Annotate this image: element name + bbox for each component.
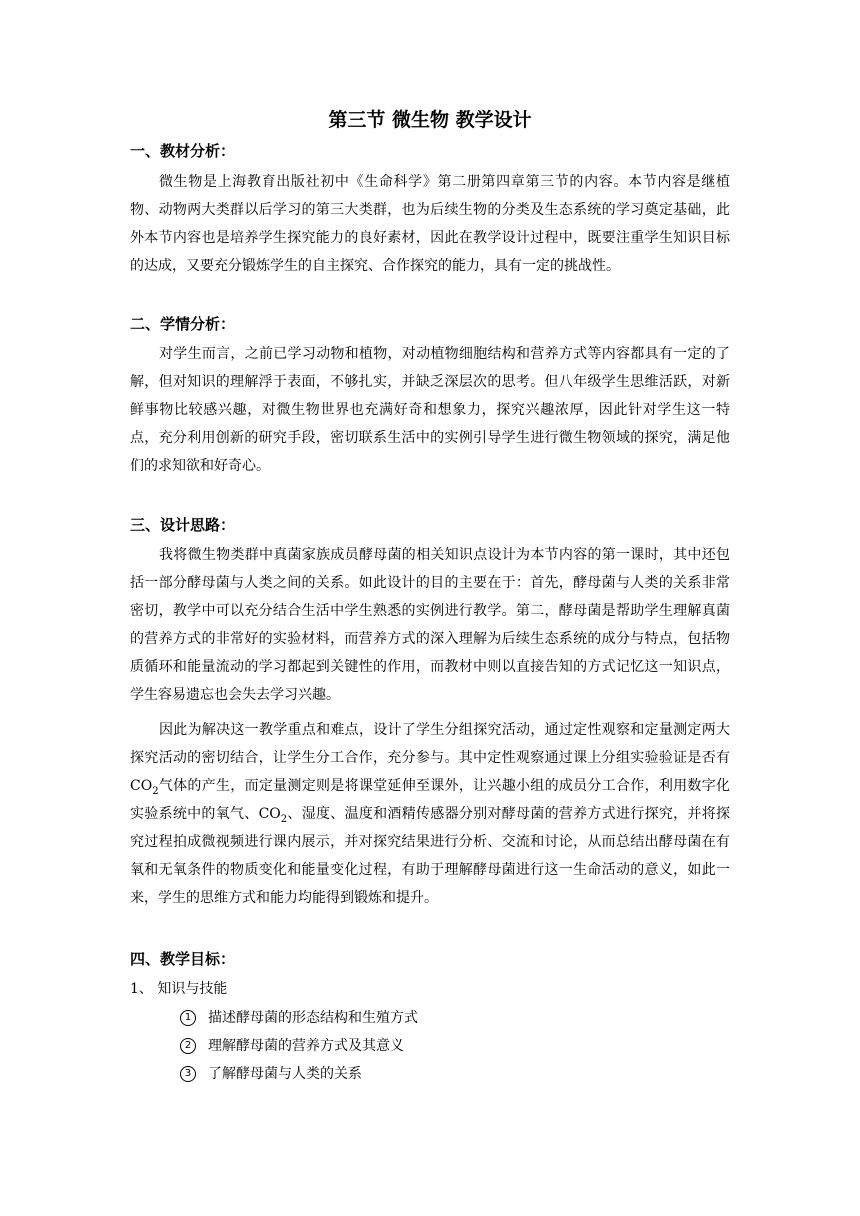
paragraph-design-approach-1: 我将微生物类群中真菌家族成员酵母菌的相关知识点设计为本节内容的第一课时，其中还包括一部分酵母菌与人类之间的关系。如此设计的目的主要在于：首先，酵母菌与人类的关系非常密切，教学中可以充分结合生活中学生熟悉的实例进行教学。第二，酵母菌是帮助学生理解真菌的营养方式的非常好的实验材料，而营养方式的深入理解为后续生态系统的成分与特点，包括物质循环和能量流动的学习都起到关键性的作用，而教材中则以直接告知的方式记忆这一知识点，学生容易遗忘也会失去学习兴趣。 (130, 547, 730, 703)
list-item (180, 1005, 418, 1031)
paragraph-part-a: 因此为解决这一教学重点和难点，设计了学生分组探究活动，通过定性观察和定量测定两大探究活动的密切结合，让学生分工合作，充分参与。其中定性观察通过课上分组实验验证是否有 CO (130, 722, 730, 794)
subscript-2b: 2 (280, 813, 288, 825)
list-item (180, 1033, 404, 1059)
page-title: 第三节 微生物 教学设计 (328, 109, 532, 131)
section-heading-design-approach: 三、设计思路： (130, 516, 236, 534)
list-item-text: 了解酵母菌与人类的关系 (208, 1066, 362, 1082)
paragraph-part-b: 气体的产生，而定量测定则是将课堂延伸至课外，让兴趣小组的成员分工合作，利用数字化实验系统中的氧气、CO (130, 778, 730, 822)
section-heading-teaching-goals: 四、教学目标： (130, 950, 236, 968)
list-item (180, 1061, 362, 1087)
section-heading-student-analysis: 二、学情分析： (130, 315, 236, 333)
circled-number-icon: 1 (180, 1010, 196, 1026)
paragraph-student-analysis: 对学生而言，之前已学习动物和植物，对动植物细胞结构和营养方式等内容都具有一定的了解，但对知识的理解浮于表面，不够扎实，并缺乏深层次的思考。但八年级学生思维活跃，对新鲜事物比较感兴趣，对微生物世界也充满好奇和想象力，探究兴趣浓厚，因此针对学生这一特点，充分利用创新的研究手段，密切联系生活中的实例引导学生进行微生物领域的探究，满足他们的求知欲和好奇心。 (130, 346, 730, 474)
subscript-2a: 2 (152, 785, 159, 797)
paragraph-design-approach-2 (130, 716, 730, 912)
circled-number-icon: 2 (180, 1038, 196, 1054)
section-heading-textbook-analysis: 一、教材分析： (130, 142, 236, 160)
list-item-text: 描述酵母菌的形态结构和生殖方式 (208, 1010, 418, 1026)
list-item-text: 理解酵母菌的营养方式及其意义 (208, 1038, 404, 1054)
paragraph-textbook-analysis: 微生物是上海教育出版社初中《生命科学》第二册第四章第三节的内容。本节内容是继植物、动物两大类群以后学习的第三大类群，也为后续生物的分类及生态系统的学习奠定基础，此外本节内容也是培养学生探究能力的良好素材，因此在教学设计过程中，既要注重学生知识目标的达成，又要充分锻炼学生的自主探究、合作探究的能力，具有一定的挑战性。 (130, 174, 730, 274)
circled-number-icon: 3 (180, 1066, 196, 1082)
sub-heading-knowledge-skills: 1、 知识与技能 (130, 981, 228, 997)
paragraph-part-c: 、湿度、温度和酒精传感器分别对酵母菌的营养方式进行探究，并将探究过程拍成微视频进行课内展示，并对探究结果进行分析、交流和讨论，从而总结出酵母菌在有氧和无氧条件的物质变化和能量变化过程，有助于理解酵母菌进行这一生命活动的意义，如此一来，学生的思维方式和能力均能得到锻炼和提升。 (130, 806, 730, 906)
